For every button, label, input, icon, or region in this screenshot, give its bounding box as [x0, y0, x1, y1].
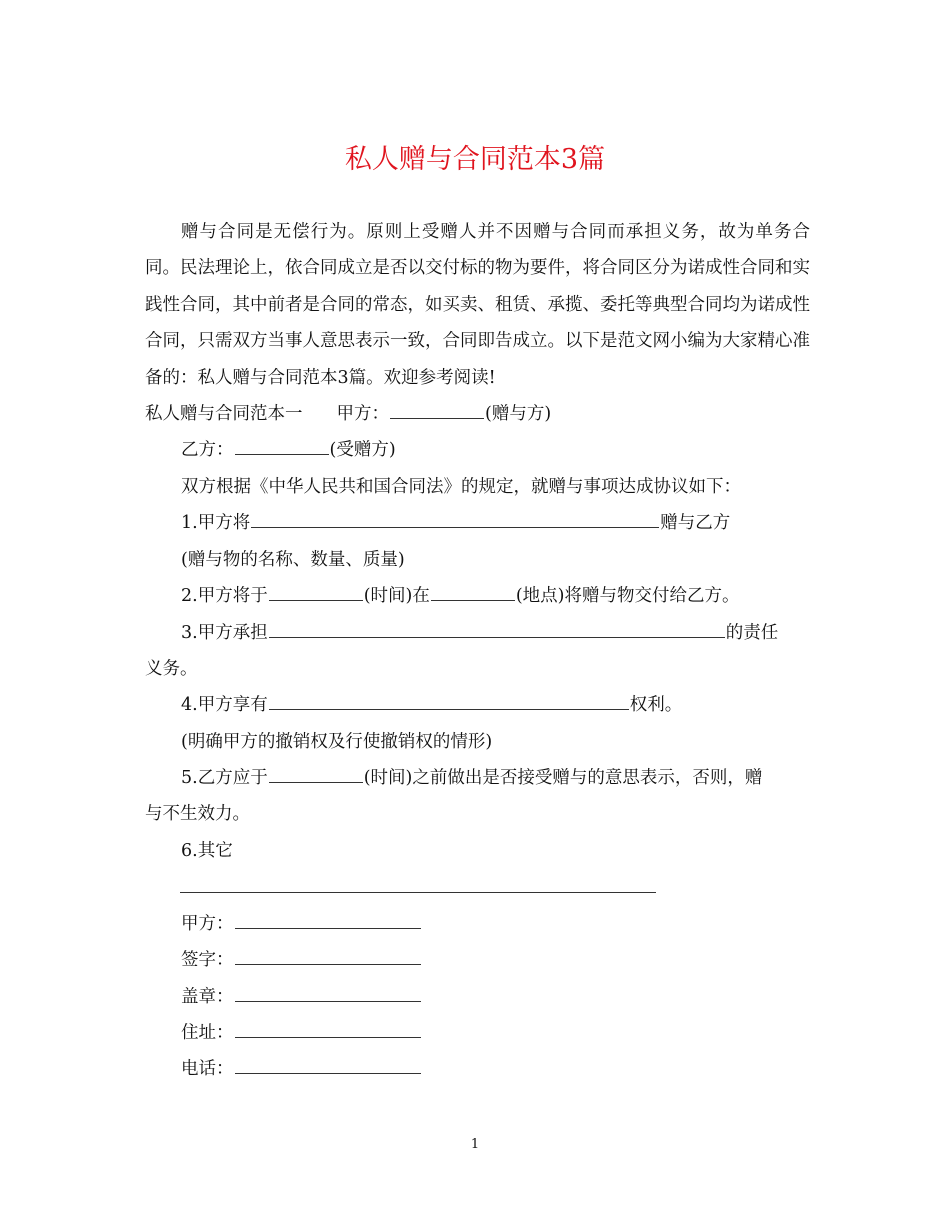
party-a-role: (赠与方) — [485, 404, 552, 424]
signature-address-blank[interactable] — [235, 1019, 421, 1038]
signature-phone — [181, 1055, 422, 1083]
signature-party-a-label: 甲方： — [181, 914, 234, 934]
party-b-role: (受赠方) — [329, 440, 396, 460]
party-b-blank[interactable] — [235, 436, 329, 455]
clause-3-suffix: 的责任 — [725, 623, 779, 643]
clause-3-blank[interactable] — [269, 619, 725, 638]
clause-3-continued: 义务。 — [145, 659, 198, 679]
signature-address — [181, 1019, 422, 1047]
clause-4-suffix: 权利。 — [629, 695, 683, 715]
signature-seal-blank[interactable] — [235, 983, 421, 1002]
page-number: 1 — [470, 1137, 480, 1152]
clause-2-suffix: (地点)将赠与物交付给乙方。 — [515, 586, 740, 606]
clause-5-prefix: 5.乙方应于 — [181, 768, 268, 788]
clause-6: 6.其它 — [181, 841, 233, 861]
clause-5-blank[interactable] — [269, 764, 363, 783]
intro-paragraph: 赠与合同是无偿行为。原则上受赠人并不因赠与合同而承担义务，故为单务合同。民法理论上，依合同成立是否以交付标的物为要件，将合同区分为诺成性合同和实践性合同，其中前者是合同的常态，如买卖、租赁、承揽、委托等典型合同均为诺成性合同，只需双方当事人意思表示一致，合同即告成立。以下是范文网小编为大家精心准备的：私人赠与合同范本3篇。欢迎参考阅读! — [145, 222, 810, 388]
clause-5-continued: 与不生效力。 — [145, 804, 250, 824]
preamble: 双方根据《中华人民共和国合同法》的规定，就赠与事项达成协议如下： — [181, 477, 741, 497]
clause-1-note: (赠与物的名称、数量、质量) — [181, 550, 405, 570]
signature-phone-blank[interactable] — [235, 1055, 421, 1074]
clause-2-prefix: 2.甲方将于 — [181, 586, 268, 606]
clause-1-blank[interactable] — [251, 509, 659, 528]
section1-heading-line — [145, 400, 551, 428]
clause-5 — [181, 764, 762, 792]
party-b-line — [181, 436, 396, 464]
signature-seal — [181, 983, 422, 1011]
clause-6-blank[interactable] — [180, 892, 656, 893]
party-a-blank[interactable] — [390, 400, 484, 419]
clause-5-suffix: (时间)之前做出是否接受赠与的意思表示，否则，赠 — [363, 768, 763, 788]
clause-4 — [181, 691, 682, 719]
clause-2-mid: (时间)在 — [363, 586, 430, 606]
signature-address-label: 住址： — [181, 1023, 234, 1043]
clause-2-time-blank[interactable] — [269, 582, 363, 601]
clause-2 — [181, 582, 740, 610]
section1-heading: 私人赠与合同范本一 — [145, 404, 303, 424]
party-a-label: 甲方： — [336, 404, 389, 424]
signature-sign-label: 签字： — [181, 950, 234, 970]
clause-4-prefix: 4.甲方享有 — [181, 695, 268, 715]
signature-seal-label: 盖章： — [181, 987, 234, 1007]
signature-sign-blank[interactable] — [235, 946, 421, 965]
clause-1-suffix: 赠与乙方 — [660, 513, 731, 533]
document-title: 私人赠与合同范本3篇 — [344, 144, 606, 175]
clause-1 — [181, 509, 730, 537]
clause-4-note: (明确甲方的撤销权及行使撤销权的情形) — [181, 732, 493, 752]
clause-4-blank[interactable] — [269, 691, 629, 710]
party-b-label: 乙方： — [181, 440, 234, 460]
clause-3 — [181, 619, 778, 647]
clause-1-prefix: 1.甲方将 — [181, 513, 251, 533]
clause-3-prefix: 3.甲方承担 — [181, 623, 268, 643]
signature-phone-label: 电话： — [181, 1059, 234, 1079]
clause-2-place-blank[interactable] — [431, 582, 515, 601]
signature-sign — [181, 946, 422, 974]
signature-party-a-blank[interactable] — [235, 910, 421, 929]
signature-party-a — [181, 910, 422, 938]
